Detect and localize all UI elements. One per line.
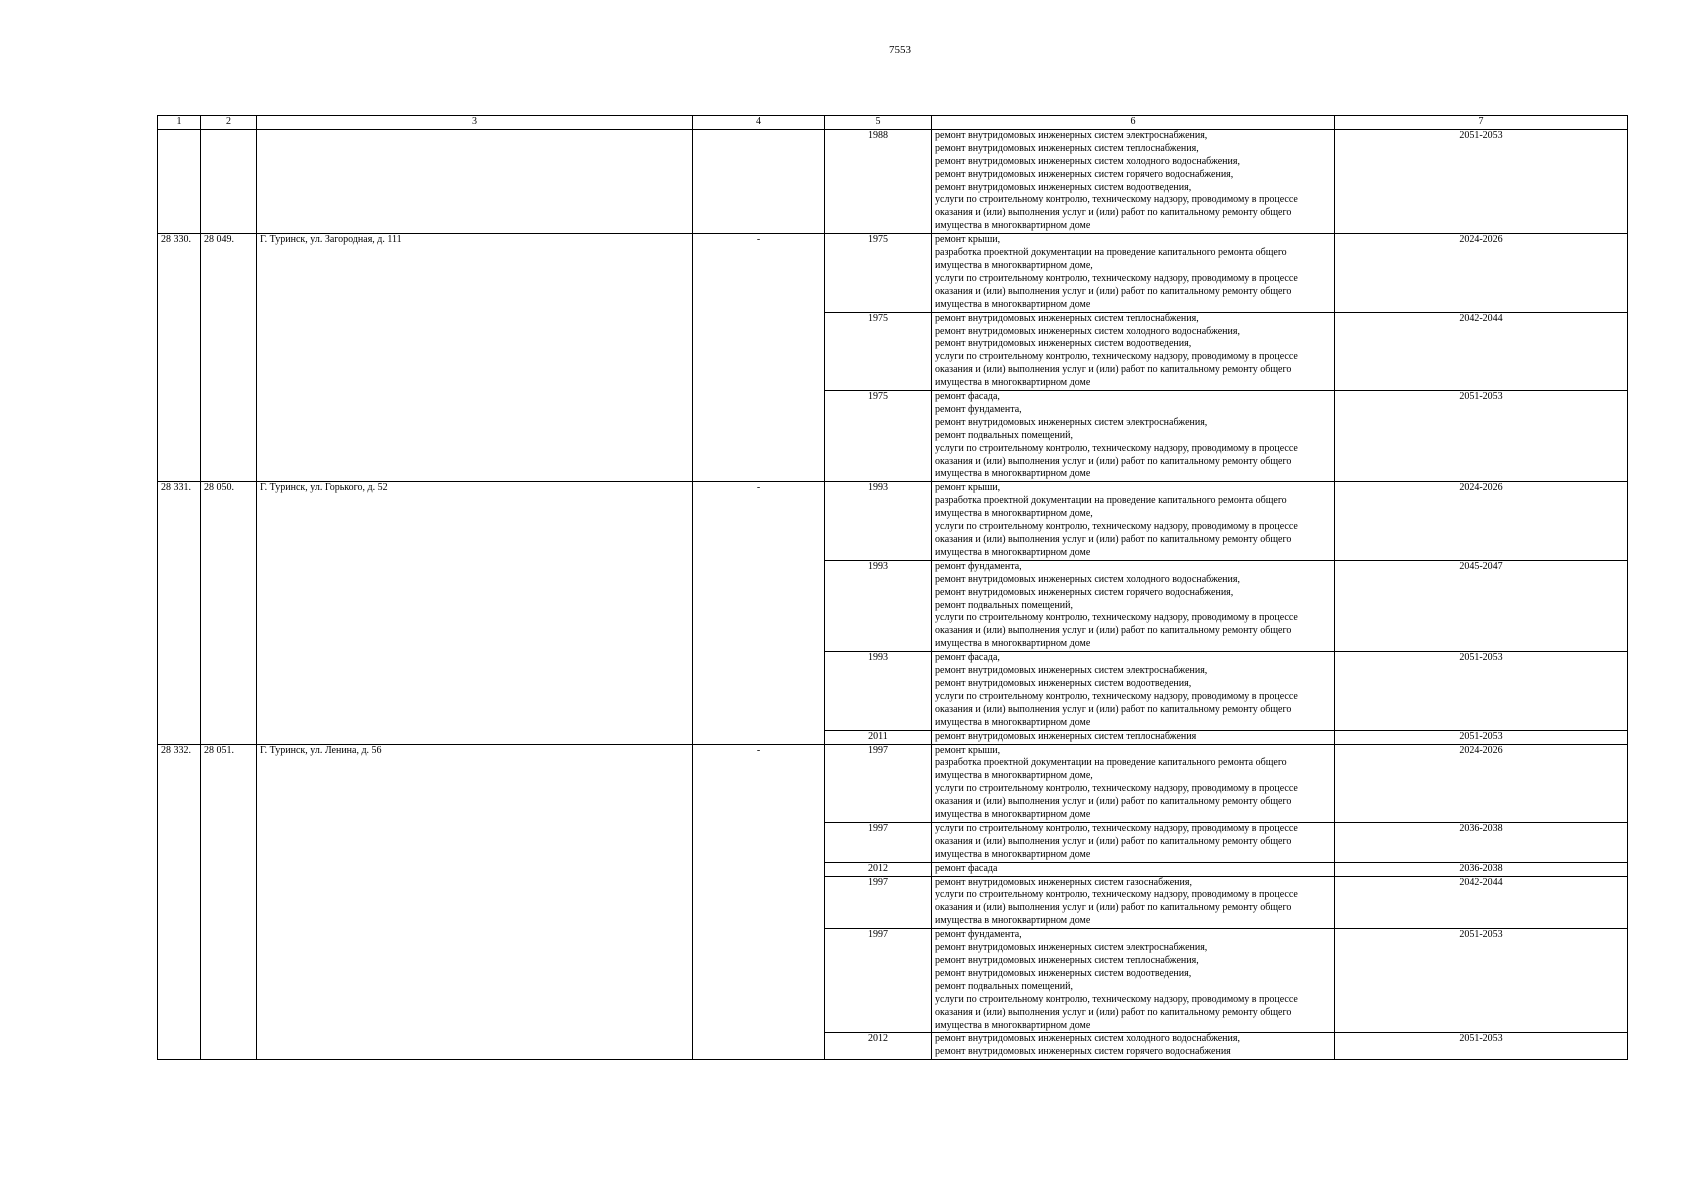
works-cell — [932, 129, 1335, 233]
column-number: 6 — [932, 116, 1335, 130]
work-line: оказания и (или) выполнения услуг и (или) работ по капитальному ремонту общего — [935, 364, 1292, 376]
work-line: имущества в многоквартирном доме — [935, 848, 1091, 860]
work-line: имущества в многоквартирном доме — [935, 915, 1091, 927]
table-row — [158, 744, 1628, 822]
work-line: имущества в многоквартирном доме — [935, 638, 1091, 650]
work-line: оказания и (или) выполнения услуг и (или) работ по капитальному ремонту общего — [935, 285, 1292, 297]
work-line: ремонт внутридомовых инженерных систем водоотведения, — [935, 181, 1192, 193]
column-number: 3 — [257, 116, 693, 130]
works-cell — [932, 312, 1335, 390]
period-cell: 2042-2044 — [1335, 876, 1628, 929]
table-body — [158, 116, 1628, 1060]
page-number: 7553 — [889, 44, 911, 56]
work-line: ремонт внутридомовых инженерных систем теплоснабжения — [935, 730, 1197, 742]
work-line: разработка проектной документации на проведение капитального ремонта общего — [935, 495, 1287, 507]
row-number-cell: 28 331. — [158, 482, 201, 744]
year-cell: 2012 — [825, 1033, 932, 1060]
row-number-cell: 28 332. — [158, 744, 201, 1060]
column-number: 4 — [693, 116, 825, 130]
work-line: оказания и (или) выполнения услуг и (или) работ по капитальному ремонту общего — [935, 455, 1292, 467]
period-cell: 2051-2053 — [1335, 391, 1628, 482]
address-cell: Г. Туринск, ул. Загородная, д. 111 — [257, 234, 693, 482]
work-line: ремонт внутридомовых инженерных систем теплоснабжения, — [935, 142, 1199, 154]
record-code-cell: 28 050. — [201, 482, 257, 744]
area-cell: - — [693, 744, 825, 1060]
work-line: ремонт внутридомовых инженерных систем электроснабжения, — [935, 665, 1208, 677]
work-line: ремонт внутридомовых инженерных систем холодного водоснабжения, — [935, 1033, 1240, 1045]
work-line: ремонт внутридомовых инженерных систем горячего водоснабжения — [935, 1046, 1231, 1058]
year-cell: 1975 — [825, 312, 932, 390]
record-code-cell: 28 049. — [201, 234, 257, 482]
works-cell — [932, 822, 1335, 862]
period-cell: 2051-2053 — [1335, 730, 1628, 744]
work-line: услуги по строительному контролю, техническому надзору, проводимому в процессе — [935, 194, 1298, 206]
work-line: ремонт внутридомовых инженерных систем электроснабжения, — [935, 942, 1208, 954]
work-line: ремонт внутридомовых инженерных систем электроснабжения, — [935, 416, 1208, 428]
period-cell: 2051-2053 — [1335, 652, 1628, 730]
work-line: услуги по строительному контролю, техническому надзору, проводимому в процессе — [935, 612, 1298, 624]
area-cell: - — [693, 482, 825, 744]
work-line: ремонт крыши, — [935, 482, 1001, 494]
period-cell: 2024-2026 — [1335, 744, 1628, 822]
work-line: ремонт внутридомовых инженерных систем холодного водоснабжения, — [935, 325, 1240, 337]
work-line: услуги по строительному контролю, техническому надзору, проводимому в процессе — [935, 889, 1298, 901]
year-cell: 1975 — [825, 234, 932, 312]
work-line: услуги по строительному контролю, техническому надзору, проводимому в процессе — [935, 351, 1298, 363]
work-line: оказания и (или) выполнения услуг и (или) работ по капитальному ремонту общего — [935, 1006, 1292, 1018]
work-line: ремонт внутридомовых инженерных систем водоотведения, — [935, 967, 1192, 979]
period-cell: 2045-2047 — [1335, 560, 1628, 651]
work-line: оказания и (или) выполнения услуг и (или) работ по капитальному ремонту общего — [935, 703, 1292, 715]
year-cell: 2012 — [825, 862, 932, 876]
work-line: имущества в многоквартирном доме, — [935, 508, 1093, 520]
period-cell: 2024-2026 — [1335, 482, 1628, 560]
work-line: услуги по строительному контролю, техническому надзору, проводимому в процессе — [935, 783, 1298, 795]
work-line: оказания и (или) выполнения услуг и (или) работ по капитальному ремонту общего — [935, 835, 1292, 847]
work-line: оказания и (или) выполнения услуг и (или) работ по капитальному ремонту общего — [935, 625, 1292, 637]
work-line: ремонт внутридомовых инженерных систем холодного водоснабжения, — [935, 573, 1240, 585]
work-line: имущества в многоквартирном доме — [935, 377, 1091, 389]
year-cell: 1997 — [825, 822, 932, 862]
work-line: имущества в многоквартирном доме — [935, 809, 1091, 821]
period-cell: 2042-2044 — [1335, 312, 1628, 390]
period-cell: 2051-2053 — [1335, 929, 1628, 1033]
work-line: имущества в многоквартирном доме — [935, 546, 1091, 558]
work-line: имущества в многоквартирном доме — [935, 220, 1091, 232]
work-line: услуги по строительному контролю, техническому надзору, проводимому в процессе — [935, 993, 1298, 1005]
address-cell — [257, 129, 693, 233]
work-line: ремонт фасада, — [935, 391, 1000, 403]
work-line: ремонт подвальных помещений, — [935, 980, 1073, 992]
works-cell — [932, 652, 1335, 730]
work-line: ремонт внутридомовых инженерных систем газоснабжения, — [935, 876, 1192, 888]
work-line: ремонт внутридомовых инженерных систем холодного водоснабжения, — [935, 155, 1240, 167]
work-line: имущества в многоквартирном доме, — [935, 259, 1093, 271]
work-line: имущества в многоквартирном доме — [935, 716, 1091, 728]
work-line: ремонт внутридомовых инженерных систем водоотведения, — [935, 338, 1192, 350]
work-line: ремонт внутридомовых инженерных систем теплоснабжения, — [935, 312, 1199, 324]
works-cell — [932, 876, 1335, 929]
work-line: ремонт внутридомовых инженерных систем водоотведения, — [935, 677, 1192, 689]
year-cell: 1993 — [825, 560, 932, 651]
record-code-cell: 28 051. — [201, 744, 257, 1060]
works-cell — [932, 730, 1335, 744]
work-line: оказания и (или) выполнения услуг и (или) работ по капитальному ремонту общего — [935, 207, 1292, 219]
period-cell: 2051-2053 — [1335, 129, 1628, 233]
work-line: ремонт фундамента, — [935, 560, 1022, 572]
work-line: ремонт фундамента, — [935, 403, 1022, 415]
table-row — [158, 234, 1628, 312]
work-line: имущества в многоквартирном доме — [935, 468, 1091, 480]
column-number: 2 — [201, 116, 257, 130]
period-cell: 2051-2053 — [1335, 1033, 1628, 1060]
work-line: ремонт подвальных помещений, — [935, 599, 1073, 611]
column-number-row — [158, 116, 1628, 130]
work-line: ремонт внутридомовых инженерных систем горячего водоснабжения, — [935, 586, 1234, 598]
works-cell — [932, 391, 1335, 482]
work-line: услуги по строительному контролю, техническому надзору, проводимому в процессе — [935, 272, 1298, 284]
year-cell: 1975 — [825, 391, 932, 482]
work-line: услуги по строительному контролю, техническому надзору, проводимому в процессе — [935, 521, 1298, 533]
work-line: разработка проектной документации на проведение капитального ремонта общего — [935, 757, 1287, 769]
work-line: услуги по строительному контролю, техническому надзору, проводимому в процессе — [935, 690, 1298, 702]
works-cell — [932, 1033, 1335, 1060]
work-line: имущества в многоквартирном доме — [935, 1019, 1091, 1031]
work-line: оказания и (или) выполнения услуг и (или) работ по капитальному ремонту общего — [935, 902, 1292, 914]
work-line: ремонт внутридомовых инженерных систем теплоснабжения, — [935, 955, 1199, 966]
work-line: имущества в многоквартирном доме, — [935, 770, 1093, 782]
work-line: ремонт крыши, — [935, 234, 1001, 246]
year-cell: 1993 — [825, 652, 932, 730]
work-line: услуги по строительному контролю, техническому надзору, проводимому в процессе — [935, 822, 1298, 834]
works-cell — [932, 744, 1335, 822]
address-cell: Г. Туринск, ул. Горького, д. 52 — [257, 482, 693, 744]
table-row — [158, 129, 1628, 233]
work-line: ремонт фундамента, — [935, 929, 1022, 941]
address-cell: Г. Туринск, ул. Ленина, д. 56 — [257, 744, 693, 1060]
work-line: ремонт внутридомовых инженерных систем горячего водоснабжения, — [935, 168, 1234, 180]
work-line: оказания и (или) выполнения услуг и (или) работ по капитальному ремонту общего — [935, 534, 1292, 545]
period-cell: 2036-2038 — [1335, 862, 1628, 876]
period-cell: 2024-2026 — [1335, 234, 1628, 312]
column-number: 7 — [1335, 116, 1628, 130]
column-number: 1 — [158, 116, 201, 130]
work-line: ремонт фасада — [935, 862, 998, 874]
year-cell: 1993 — [825, 482, 932, 560]
year-cell: 1997 — [825, 929, 932, 1033]
work-line: ремонт фасада, — [935, 652, 1000, 664]
row-number-cell: 28 330. — [158, 234, 201, 482]
area-cell — [693, 129, 825, 233]
work-line: разработка проектной документации на проведение капитального ремонта общего — [935, 247, 1287, 259]
work-line: оказания и (или) выполнения услуг и (или) работ по капитальному ремонту общего — [935, 796, 1292, 808]
year-cell: 2011 — [825, 730, 932, 744]
year-cell: 1997 — [825, 876, 932, 929]
works-cell — [932, 862, 1335, 876]
works-cell — [932, 929, 1335, 1033]
work-line: ремонт крыши, — [935, 744, 1001, 756]
works-cell — [932, 482, 1335, 560]
area-cell: - — [693, 234, 825, 482]
year-cell: 1997 — [825, 744, 932, 822]
work-line: ремонт внутридомовых инженерных систем электроснабжения, — [935, 129, 1208, 141]
work-line: ремонт подвальных помещений, — [935, 429, 1073, 441]
table-row — [158, 482, 1628, 560]
work-line: имущества в многоквартирном доме — [935, 298, 1091, 310]
period-cell: 2036-2038 — [1335, 822, 1628, 862]
year-cell: 1988 — [825, 129, 932, 233]
work-line: услуги по строительному контролю, техническому надзору, проводимому в процессе — [935, 442, 1298, 454]
record-code-cell — [201, 129, 257, 233]
works-cell — [932, 234, 1335, 312]
column-number: 5 — [825, 116, 932, 130]
repair-schedule-table — [157, 115, 1628, 1060]
row-number-cell — [158, 129, 201, 233]
works-cell — [932, 560, 1335, 651]
